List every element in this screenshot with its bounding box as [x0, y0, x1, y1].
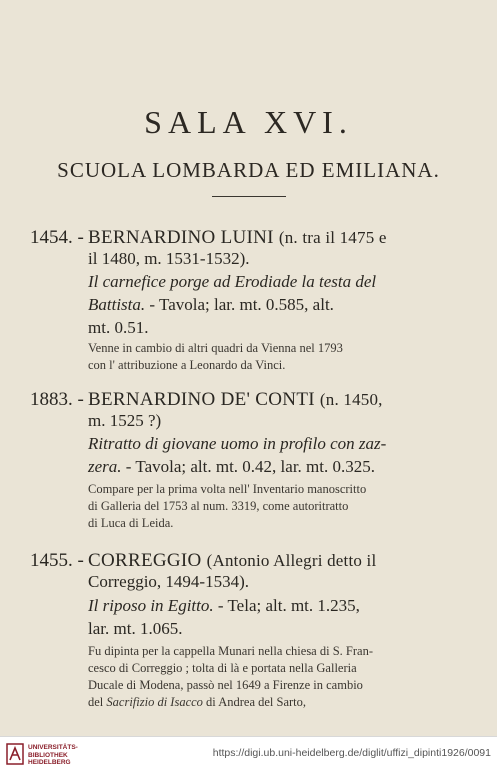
page-title: SALA XVI.	[144, 104, 353, 140]
note-italic-title: Sacrifizio di Isacco	[106, 695, 203, 709]
artist-dates-cont: Correggio, 1494-1534).	[88, 572, 250, 591]
page-subtitle: SCUOLA LOMBARDA ED EMILIANA.	[57, 158, 440, 182]
artwork-technique-cont: mt. 0.51.	[88, 318, 149, 337]
artwork-technique: - Tela; alt. mt. 1.235,	[213, 596, 360, 615]
artist-dates-cont: m. 1525 ?)	[88, 411, 162, 430]
entry-note-line: Compare per la prima volta nell' Inventario manoscritto	[88, 482, 367, 496]
library-name-line: BIBLIOTHEK	[28, 751, 68, 759]
entry-heading	[88, 550, 376, 572]
entry-note-line: di Luca di Leida.	[88, 516, 174, 530]
artist-name: BERNARDINO LUINI	[88, 227, 274, 248]
artwork-technique: - Tavola; alt. mt. 0.42, lar. mt. 0.325.	[121, 457, 375, 476]
entry-note-line	[88, 695, 306, 710]
note-text-tail: di Andrea del Sarto,	[202, 695, 307, 709]
artwork-title-text-cont: zera.	[88, 457, 122, 476]
artist-name: CORREGGIO	[88, 550, 202, 571]
entry-note-line: con l' attribuzione a Leonardo da Vinci.	[88, 358, 286, 372]
entry-number: 1454. -	[30, 227, 84, 248]
artwork-title-text: Il carnefice porge ad Erodiade la testa del	[88, 272, 377, 291]
entry-note-line: di Galleria del 1753 al num. 3319, come autoritratto	[88, 499, 349, 513]
artwork-title-text: Ritratto di giovane uomo in profilo con zaz-	[88, 434, 387, 453]
artist-dates: (n. tra il 1475 e	[278, 228, 387, 247]
title-divider	[212, 196, 286, 197]
artwork-title	[88, 596, 360, 616]
entry-number: 1455. -	[30, 550, 84, 571]
entry-heading	[88, 227, 387, 249]
artist-name: BERNARDINO DE' CONTI	[88, 389, 315, 410]
entry-note-line: cesco di Correggio ; tolta di là e portata nella Galleria	[88, 661, 357, 675]
artwork-technique-cont: lar. mt. 1.065.	[88, 619, 183, 638]
entry-note-line: Ducale di Modena, passò nel 1649 a Firenze in cambio	[88, 678, 363, 692]
entry-note-line: Fu dipinta per la cappella Munari nella chiesa di S. Fran-	[88, 644, 373, 658]
entry-note-line: Venne in cambio di altri quadri da Vienna nel 1793	[88, 341, 343, 355]
note-text: del	[88, 695, 107, 709]
artwork-title-text-cont: Battista.	[88, 295, 146, 314]
artwork-title-text: Il riposo in Egitto.	[88, 596, 214, 615]
entry-number: 1883. -	[30, 389, 84, 410]
library-name-line: HEIDELBERG	[28, 759, 71, 766]
entry-heading	[88, 389, 383, 411]
library-name-line: UNIVERSITÄTS-	[28, 744, 78, 751]
artist-dates: (n. 1450,	[319, 390, 383, 409]
artwork-title	[88, 272, 376, 292]
artwork-title-cont	[88, 457, 375, 477]
artwork-technique: - Tavola; lar. mt. 0.585, alt.	[145, 295, 334, 314]
artist-dates-cont: il 1480, m. 1531-1532).	[88, 249, 250, 268]
library-name	[28, 744, 78, 767]
university-library-logo-icon[interactable]	[6, 743, 24, 765]
viewer-footer	[0, 736, 497, 773]
artwork-title-cont	[88, 295, 334, 315]
artist-dates: (Antonio Allegri detto il	[206, 551, 377, 570]
page-url-link[interactable]: https://digi.ub.uni-heidelberg.de/diglit/uffizi_dipinti1926/0091	[212, 747, 491, 759]
artwork-title	[88, 434, 386, 454]
